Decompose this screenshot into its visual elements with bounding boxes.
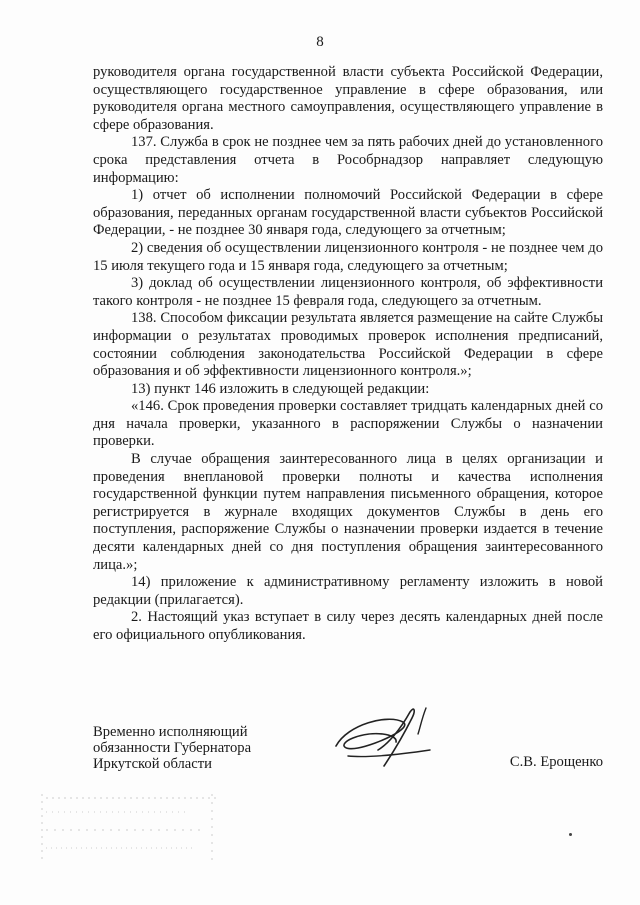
list-item-2: 2) сведения об осуществлении лицензионного контроля - не позднее чем до 15 июля текущего года и 15 января года, следующего за отчетным; — [93, 239, 603, 274]
signature-block — [93, 722, 603, 782]
signer-name: С.В. Ерощенко — [509, 754, 603, 770]
paragraph-146: «146. Срок проведения проверки составляет тридцать календарных дней со дня начала проверки, указанного в распоряжении Службы о назначении проверки. — [93, 398, 603, 450]
list-item-3: 3) доклад об осуществлении лицензионного контроля, об эффективности такого контроля - не позднее 15 февраля года, следующего за отчетным. — [93, 275, 603, 309]
signer-title-line: Иркутской области — [93, 756, 212, 772]
paragraph-137: 137. Служба в срок не позднее чем за пять рабочих дней до установленного срока представления отчета в Рособрнадзор направляет следующую информацию: — [93, 134, 603, 186]
amendment-14: 14) приложение к административному регламенту изложить в новой редакции (прилагается). — [93, 574, 603, 608]
amendment-13: 13) пункт 146 изложить в следующей редакции: — [131, 380, 430, 397]
signer-title-line: Временно исполняющий — [93, 724, 248, 740]
document-body — [93, 64, 603, 645]
paragraph-138: 138. Способом фиксации результата является размещение на сайте Службы информации о результатах проводимых проверок исполнения предписаний, состоянии соблюдения законодательства Российской Федерации в сфере образования и об эффективности лицензионного контроля.»; — [93, 310, 603, 380]
signer-title — [93, 724, 251, 772]
paragraph-146-part-2: В случае обращения заинтересованного лица в целях организации и проведения внеплановой проверки полноты и качества исполнения государственной функции путем направления письменного обращения, которое регистрируется в журнале входящих документов Службы в день его поступления, распоряжение Службы о назначении проверки издается в течение десяти календарных дней со дня поступления обращения заинтересованного лица.»; — [93, 451, 603, 573]
signer-title-line: обязанности Губернатора — [93, 740, 252, 756]
handwritten-signature — [318, 704, 448, 774]
list-item-1: 1) отчет об исполнении полномочий Российской Федерации в сфере образования, переданных органам государственной власти субъектов Российской Федерации, - не позднее 30 января года, следующего за отчетным; — [93, 187, 603, 239]
page-number: 8 — [316, 34, 324, 50]
faint-stamp-marks — [36, 790, 226, 870]
article-2: 2. Настоящий указ вступает в силу через десять календарных дней после его официального опубликования. — [93, 609, 603, 643]
paragraph-continuation: руководителя органа государственной власти субъекта Российской Федерации, осуществляющего государственное управление в сфере образования, или руководителя органа местного самоуправления, осуществляющего управление в сфере образования. — [93, 64, 603, 133]
scan-dot — [569, 833, 572, 836]
